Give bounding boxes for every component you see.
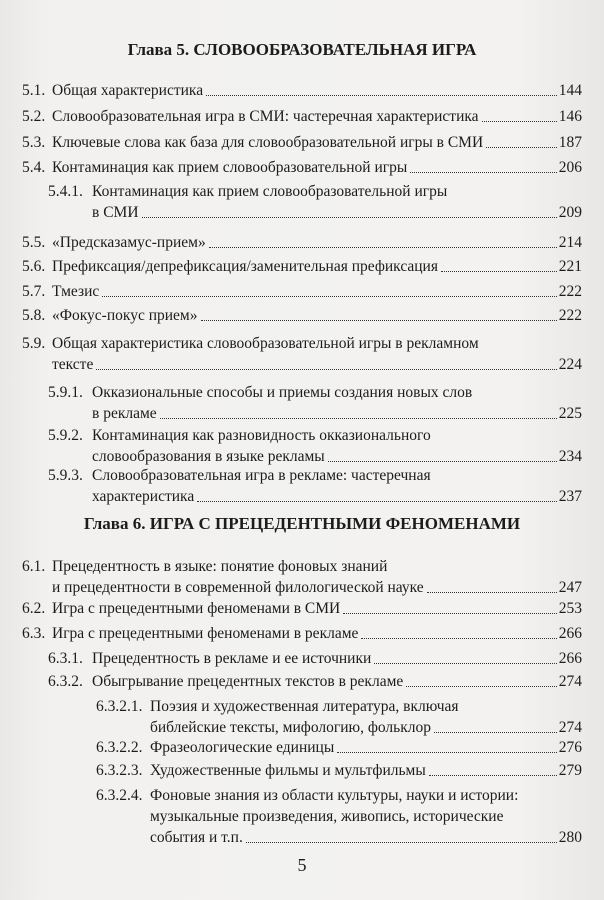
- dot-leader: [429, 775, 557, 776]
- toc-entry-number: 6.3.1.: [48, 650, 83, 667]
- toc-entry: [22, 256, 582, 277]
- toc-entry-number: 6.3.2.4.: [96, 787, 143, 804]
- toc-entry-title: Словообразовательная игра в СМИ: частеречная характеристика: [52, 108, 479, 125]
- toc-entry: [22, 623, 582, 644]
- toc-entry-line: [22, 354, 582, 375]
- toc-entry-number: 5.9.1.: [48, 384, 83, 401]
- toc-entry-number: 5.7.: [22, 283, 46, 300]
- toc-entry-page: 276: [558, 739, 582, 756]
- toc-entry-page: 266: [558, 625, 582, 642]
- toc-entry-line: [22, 232, 582, 253]
- toc-entry-page: 225: [558, 405, 582, 422]
- toc-entry-number: 5.5.: [22, 234, 46, 251]
- toc-entry-page: 187: [558, 134, 582, 151]
- toc-entry-page: 274: [558, 719, 582, 736]
- toc-entry-page: 224: [558, 356, 582, 373]
- toc-entry-line: [96, 785, 582, 806]
- dot-leader: [102, 296, 556, 297]
- dot-leader: [209, 247, 557, 248]
- toc-entry: [22, 333, 582, 375]
- toc-entry-number: 6.3.2.1.: [96, 698, 143, 715]
- toc-entry-page: 237: [558, 488, 582, 505]
- toc-entry-number: 5.8.: [22, 307, 46, 324]
- dot-leader: [328, 461, 557, 462]
- toc-entry-title: Художественные фильмы и мультфильмы: [150, 762, 426, 779]
- dot-leader: [374, 663, 556, 664]
- toc-entry-page: 266: [558, 650, 582, 667]
- toc-entry: [96, 760, 582, 781]
- dot-leader: [142, 217, 557, 218]
- toc-entry-page: 234: [558, 448, 582, 465]
- toc-entry-title: Фоновые знания из области культуры, науки и истории:: [150, 787, 519, 804]
- chapter-6-title: Глава 6. ИГРА С ПРЕЦЕДЕНТНЫМИ ФЕНОМЕНАМИ: [83, 514, 521, 533]
- toc-entry-page: 146: [558, 108, 582, 125]
- toc-entry-title: Прецедентность в языке: понятие фоновых знаний: [52, 558, 388, 575]
- toc-entry-page: 274: [558, 673, 582, 690]
- dot-leader: [96, 369, 556, 370]
- dot-leader: [486, 147, 557, 148]
- toc-entry-title: Игра с прецедентными феноменами в рекламе: [52, 625, 359, 642]
- toc-entry-line: [48, 202, 582, 223]
- toc-entry: [22, 281, 582, 302]
- dot-leader: [160, 418, 557, 419]
- dot-leader: [201, 320, 557, 321]
- toc-entry-title: Поэзия и художественная литература, включая: [150, 698, 459, 715]
- toc-entry: [22, 80, 582, 101]
- toc-entry-line: [22, 305, 582, 326]
- toc-entry-page: 209: [558, 204, 582, 221]
- toc-entry-line: [22, 80, 582, 101]
- toc-entry-line: [48, 382, 582, 403]
- toc-entry-line: [48, 403, 582, 424]
- toc-entry-line: [22, 556, 582, 577]
- toc-entry-line: [22, 577, 582, 598]
- toc-entry: [22, 598, 582, 619]
- toc-entry-page: 221: [558, 258, 582, 275]
- toc-entry: [22, 232, 582, 253]
- dot-leader: [434, 732, 557, 733]
- toc-entry-title: Обыгрывание прецедентных текстов в рекламе: [92, 673, 404, 690]
- toc-entry-page: 279: [558, 762, 582, 779]
- toc-entry: [96, 737, 582, 758]
- toc-entry-title: Окказиональные способы и приемы создания новых слов: [92, 384, 473, 401]
- toc-entry-line: [48, 446, 582, 467]
- toc-entry-title: библейские тексты, мифологию, фольклор: [150, 719, 431, 736]
- toc-entry-title: тексте: [52, 356, 94, 373]
- page-number: 5: [297, 855, 307, 875]
- toc-entry-line: [22, 598, 582, 619]
- toc-entry-title: Контаминация как разновидность окказионального: [92, 427, 431, 444]
- toc-entry-line: [22, 256, 582, 277]
- toc-entry: [48, 382, 582, 424]
- toc-entry-number: 5.3.: [22, 134, 46, 151]
- toc-entry-line: [22, 132, 582, 153]
- toc-entry-number: 5.9.2.: [48, 427, 83, 444]
- toc-entry-title: музыкальные произведения, живопись, исторические: [150, 808, 504, 825]
- toc-entry-title: события и т.п.: [150, 829, 243, 846]
- toc-entry-number: 5.9.3.: [48, 467, 83, 484]
- toc-entry: [96, 785, 582, 848]
- toc-entry-title: Прецедентность в рекламе и ее источники: [92, 650, 372, 667]
- dot-leader: [410, 172, 556, 173]
- toc-entry-number: 5.4.: [22, 159, 46, 176]
- toc-entry-number: 5.9.: [22, 335, 46, 352]
- toc-entry: [48, 425, 582, 467]
- toc-entry-title: характеристика: [92, 488, 195, 505]
- toc-entry-page: 222: [558, 307, 582, 324]
- toc-entry: [22, 556, 582, 598]
- toc-entry-line: [22, 333, 582, 354]
- toc-entry-line: [96, 827, 582, 848]
- toc-entry-number: 6.1.: [22, 558, 46, 575]
- toc-entry-title: «Фокус-покус прием»: [52, 307, 198, 324]
- dot-leader: [343, 613, 557, 614]
- toc-entry-title: Общая характеристика словообразовательной игры в рекламном: [52, 335, 479, 352]
- toc-entry: [48, 181, 582, 223]
- toc-entry-number: 6.2.: [22, 600, 46, 617]
- toc-entry-number: 6.3.2.3.: [96, 762, 143, 779]
- toc-entry-number: 6.3.2.2.: [96, 739, 143, 756]
- dot-leader: [206, 95, 557, 96]
- toc-entry-title: Ключевые слова как база для словообразовательной игры в СМИ: [52, 134, 484, 151]
- toc-entry-page: 206: [558, 159, 582, 176]
- chapter-5-title: Глава 5. СЛОВООБРАЗОВАТЕЛЬНАЯ ИГРА: [127, 40, 477, 59]
- toc-entry-title: Общая характеристика: [52, 82, 204, 99]
- toc-entry-title: словообразования в языке рекламы: [92, 448, 325, 465]
- toc-entry: [48, 648, 582, 669]
- toc-entry-title: Контаминация как прием словообразовательной игры: [52, 159, 408, 176]
- toc-entry-title: Тмезис: [52, 283, 100, 300]
- dot-leader: [361, 638, 556, 639]
- dot-leader: [337, 752, 557, 753]
- toc-entry-title: в СМИ: [92, 204, 139, 221]
- toc-entry-title: Контаминация как прием словообразовательной игры: [92, 183, 448, 200]
- toc-entry-page: 253: [558, 600, 582, 617]
- toc-entry-title: Игра с прецедентными феноменами в СМИ: [52, 600, 341, 617]
- toc-entry-number: 6.3.2.: [48, 673, 83, 690]
- toc-entry-line: [96, 806, 582, 827]
- toc-entry-title: «Предсказамус-прием»: [52, 234, 206, 251]
- toc-entry-line: [96, 760, 582, 781]
- toc-entry-title: Словообразовательная игра в рекламе: частеречная: [92, 467, 431, 484]
- toc-entry-page: 144: [558, 82, 582, 99]
- toc-entry-number: 5.1.: [22, 82, 46, 99]
- toc-entry-page: 280: [558, 829, 582, 846]
- toc-entry: [22, 106, 582, 127]
- toc-entry-line: [96, 717, 582, 738]
- dot-leader: [441, 271, 557, 272]
- toc-entry: [48, 465, 582, 507]
- toc-entry-line: [22, 281, 582, 302]
- toc-entry-title: в рекламе: [92, 405, 157, 422]
- toc-entry-page: 222: [558, 283, 582, 300]
- toc-entry-line: [96, 696, 582, 717]
- toc-entry-number: 5.6.: [22, 258, 46, 275]
- toc-entry-line: [48, 671, 582, 692]
- toc-entry: [22, 157, 582, 178]
- dot-leader: [197, 501, 557, 502]
- dot-leader: [406, 686, 556, 687]
- toc-entry-number: 5.4.1.: [48, 183, 83, 200]
- toc-entry-line: [22, 157, 582, 178]
- toc-entry-line: [48, 425, 582, 446]
- toc-entry-line: [22, 623, 582, 644]
- dot-leader: [246, 842, 557, 843]
- toc-entry: [22, 132, 582, 153]
- toc-entry-line: [48, 465, 582, 486]
- toc-entry-line: [22, 106, 582, 127]
- toc-entry-line: [48, 648, 582, 669]
- toc-entry-line: [96, 737, 582, 758]
- toc-entry-page: 214: [558, 234, 582, 251]
- toc-entry: [22, 305, 582, 326]
- toc-entry-line: [48, 486, 582, 507]
- toc-entry-title: и прецедентности в современной филологической науке: [52, 579, 424, 596]
- dot-leader: [482, 121, 557, 122]
- toc-entry-number: 6.3.: [22, 625, 46, 642]
- toc-entry: [96, 696, 582, 738]
- toc-entry-number: 5.2.: [22, 108, 46, 125]
- dot-leader: [427, 592, 557, 593]
- toc-entry-title: Префиксация/депрефиксация/заменительная префиксация: [52, 258, 438, 275]
- toc-entry-page: 247: [558, 579, 582, 596]
- toc-entry-title: Фразеологические единицы: [150, 739, 335, 756]
- toc-entry-line: [48, 181, 582, 202]
- toc-entry: [48, 671, 582, 692]
